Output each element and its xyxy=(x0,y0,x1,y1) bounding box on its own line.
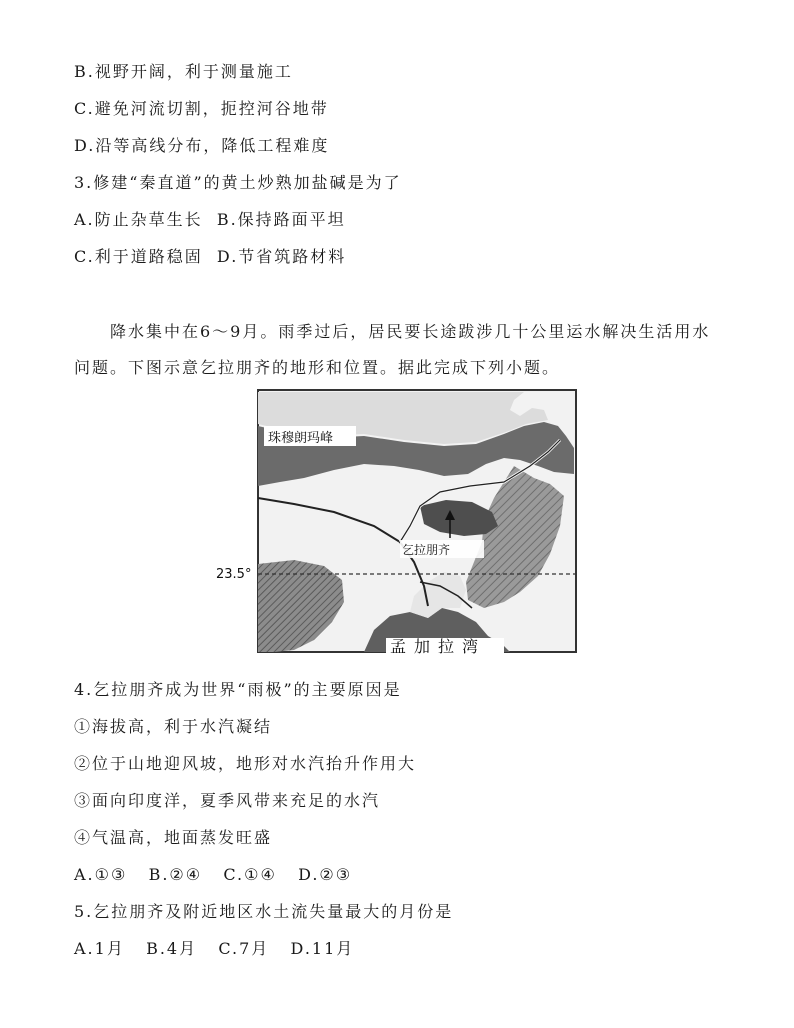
intro-paragraph xyxy=(74,314,724,386)
q2-option-c: C.避免河流切割，扼控河谷地带 xyxy=(74,99,329,118)
q5-stem: 5.乞拉朋齐及附近地区水土流失量最大的月份是 xyxy=(74,902,454,921)
q4-statement-3: ③面向印度洋，夏季风带来充足的水汽 xyxy=(74,791,381,810)
q4-statement-1: ①海拔高，利于水汽凝结 xyxy=(74,717,273,736)
q2-option-d: D.沿等高线分布，降低工程难度 xyxy=(74,136,330,155)
q4-statement-2: ②位于山地迎风坡，地形对水汽抬升作用大 xyxy=(74,754,417,773)
q4-stem: 4.乞拉朋齐成为世界“雨极”的主要原因是 xyxy=(74,680,402,699)
q3-stem: 3.修建“秦直道”的黄土炒熟加盐碱是为了 xyxy=(74,173,402,192)
cherrapunji-label: 乞拉朋齐 xyxy=(402,543,451,557)
everest-label: 珠穆朗玛峰 xyxy=(268,431,334,446)
terrain-location-map xyxy=(214,386,580,656)
q5-options: A.1月 B.4月 C.7月 D.11月 xyxy=(74,939,355,958)
q3-options-row2: C.利于道路稳固 D.节省筑路材料 xyxy=(74,247,347,266)
latitude-label: 23.5° xyxy=(216,567,252,582)
map-figure xyxy=(214,386,580,656)
q4-options: A.①③ B.②④ C.①④ D.②③ xyxy=(74,865,353,884)
intro-text: 降水集中在6～9月。雨季过后，居民要长途跋涉几十公里运水解决生活用水问题。下图示意乞拉朋齐的地形和位置。据此完成下列小题。 xyxy=(74,322,711,377)
q3-options-row1: A.防止杂草生长 B.保持路面平坦 xyxy=(74,210,346,229)
q4-statement-4: ④气温高，地面蒸发旺盛 xyxy=(74,828,273,847)
q2-option-b: B.视野开阔，利于测量施工 xyxy=(74,62,293,81)
bay-of-bengal-label: 孟加拉湾 xyxy=(390,637,487,656)
